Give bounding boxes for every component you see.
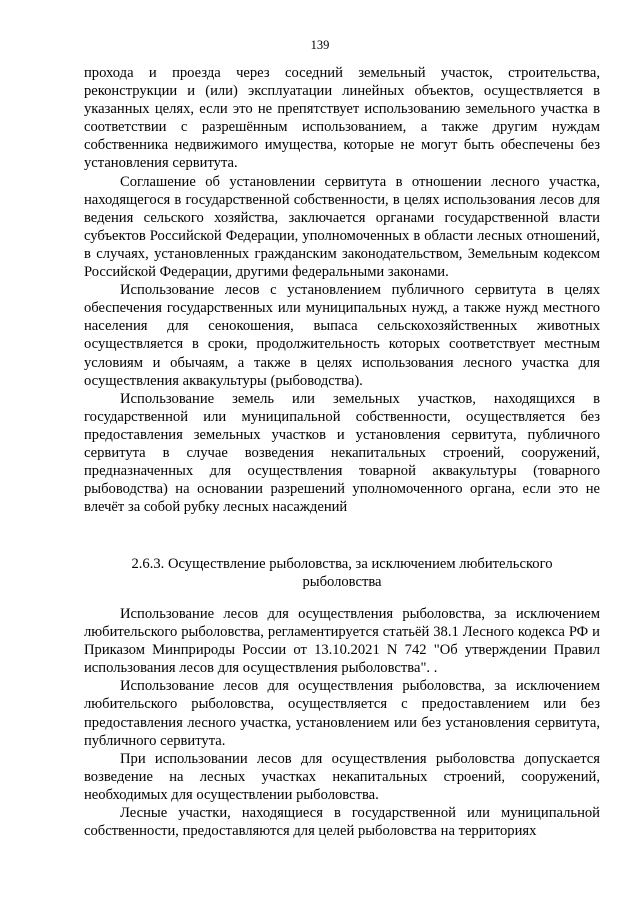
paragraph: Использование лесов для осуществления рыболовства, за исключением любительского рыболовства, осуществляется с предоставлением или без предоставления лесного участка, установлением или без установления сервитута, публичного сервитута. <box>84 678 600 749</box>
paragraph: Использование лесов для осуществления рыболовства, за исключением любительского рыболовства, регламентируется статьёй 38.1 Лесного кодекса РФ и Приказом Минприроды России от 13.10.2021 N 742 "Об утверждении Правил использования лесов для осуществления рыболовства". . <box>84 606 600 677</box>
paragraph: Лесные участки, находящиеся в государственной или муниципальной собственности, предоставляются для целей рыболовства на территориях <box>84 805 600 840</box>
paragraph: прохода и проезда через соседний земельный участок, строительства, реконструкции и (или) эксплуатации линейных объектов, осуществляется в указанных целях, если это не препятствует использованию земельного участка в соответствии с разрешённым использованием, а также другим нуждам собственника недвижимого имущества, которые не могут быть обеспечены без установления сервитута. <box>84 65 600 172</box>
paragraph: Использование лесов с установлением публичного сервитута в целях обеспечения государственных или муниципальных нужд, а также нужд местного населения для сенокошения, выпаса сельскохозяйственных животных осуществляется в сроки, продолжительность которых соответствует местным условиям и обычаям, а также в целях использования лесного участка для осуществления аквакультуры (рыбоводства). <box>84 282 600 389</box>
section-heading <box>84 555 600 591</box>
section-heading-line: рыболовства <box>302 574 382 591</box>
paragraph: При использовании лесов для осуществления рыболовства допускается возведение на лесных участках некапитальных строений, сооружений, необходимых для осуществлении рыболовства. <box>84 750 600 803</box>
paragraph: Использование земель или земельных участков, находящихся в государственной или муниципальной собственности, осуществляется без предоставления земельных участков и установления сервитута, публичного сервитута в случае возведения некапитальных строений, сооружений, предназначенных для осуществления товарной аквакультуры (товарного рыбоводства) на основании разрешений уполномоченного органа, если это не влечёт за собой рубку лесных насаждений <box>84 390 600 516</box>
text-block-top <box>84 64 600 516</box>
page-number: 139 <box>310 38 330 52</box>
section-heading-line: 2.6.3. Осуществление рыболовства, за исключением любительского <box>131 556 553 572</box>
paragraph: Соглашение об установлении сервитута в отношении лесного участка, находящегося в государственной собственности, в целях использования лесов для ведения сельского хозяйства, заключается органами государственной власти субъектов Российской Федерации, уполномоченных в области лесных отношений, в случаях, установленных гражданским законодательством, Земельным кодексом Российской Федерации, другими федеральными законами. <box>84 173 600 281</box>
text-block-bottom <box>84 605 600 840</box>
